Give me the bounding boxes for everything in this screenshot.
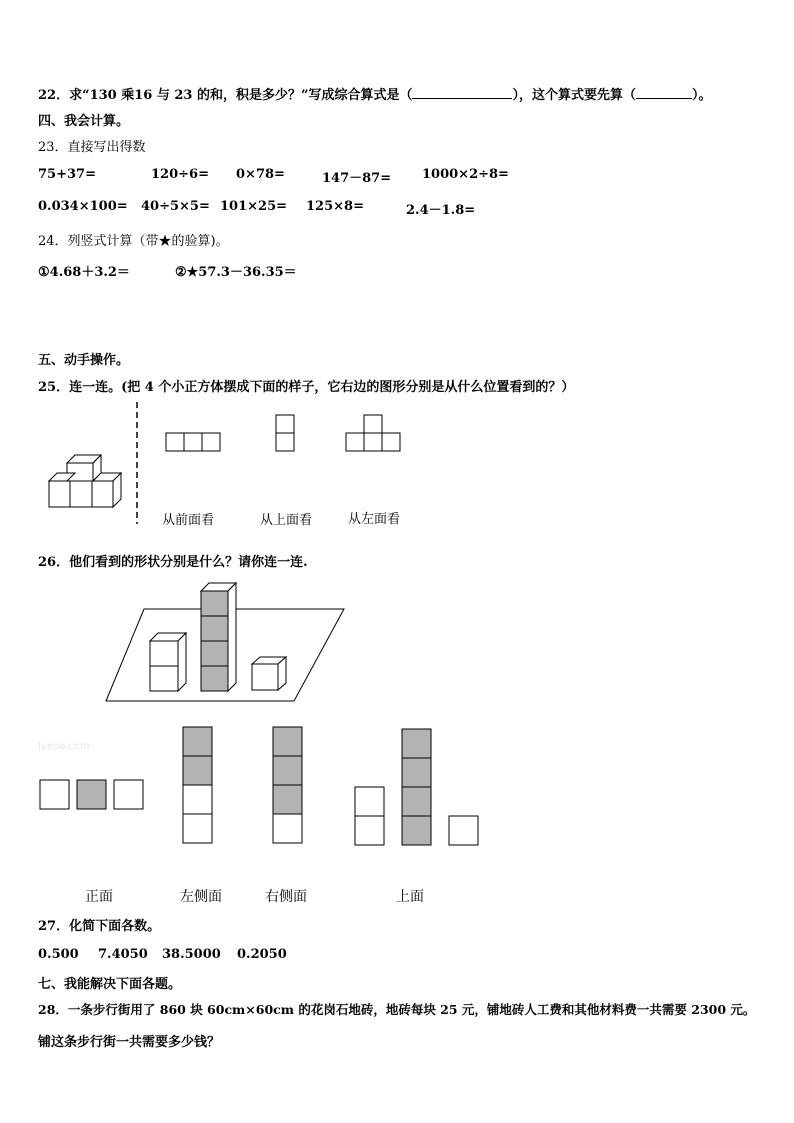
q25-view-front-shape (165, 432, 221, 452)
calc-item: 2.4－1.8= (406, 203, 476, 218)
question-22 (38, 84, 712, 103)
calc-item: 0×78= (236, 167, 285, 182)
decimal-value: 38.5000 (162, 947, 221, 962)
q24-item-1: ①4.68＋3.2＝ (38, 265, 130, 280)
answer-blank-2[interactable] (636, 86, 692, 99)
calc-item: 0.034×100= (38, 199, 128, 214)
dashed-divider (135, 402, 139, 524)
q26-label-left-side: 左侧面 (180, 889, 222, 905)
question-23-title: 23．直接写出得数 (38, 140, 146, 155)
q26-shape-front (39, 779, 145, 811)
q25-cube-stack-figure (45, 451, 135, 513)
section-7-heading: 七、我能解决下面各题。 (38, 977, 182, 992)
q26-shape-right-side (272, 726, 303, 844)
q22-text-c: ）。 (691, 88, 712, 103)
question-27-title: 27．化简下面各数。 (38, 919, 161, 934)
q26-label-top: 上面 (396, 889, 424, 905)
calc-item: 147－87= (322, 171, 392, 186)
q22-text-b: ），这个算式要先算（ (512, 88, 636, 103)
calc-item: 1000×2÷8= (422, 167, 509, 182)
q24-item-2: ②★57.3－36.35＝ (175, 265, 297, 280)
section-4-heading: 四、我会计算。 (38, 114, 130, 129)
watermark: Jyeoo.com (38, 741, 90, 752)
section-5-heading: 五、动手操作。 (38, 353, 130, 368)
q25-label-front: 从前面看 (162, 513, 215, 528)
q26-shape-left-side (182, 726, 213, 844)
decimal-value: 0.500 (38, 947, 79, 962)
q25-view-top-shape (275, 414, 295, 452)
calc-item: 125×8= (306, 199, 364, 214)
question-28-line-1: 28．一条步行街用了 860 块 60cm×60cm 的花岗石地砖，地砖每块 25 元，铺地砖人工费和其他材料费一共需要 2300 元。 (38, 1002, 756, 1017)
calc-item: 101×25= (220, 199, 288, 214)
q26-shape-top (354, 728, 480, 846)
q22-text-a: 22．求“130 乘16 与 23 的和，积是多少？”写成综合算式是（ (38, 88, 413, 103)
q25-label-top: 从上面看 (260, 513, 313, 528)
q25-label-left: 从左面看 (348, 512, 401, 527)
decimal-value: 0.2050 (237, 947, 287, 962)
answer-blank-1[interactable] (412, 86, 512, 99)
q26-scene-figure (104, 583, 354, 705)
q26-label-front: 正面 (85, 889, 113, 905)
question-25-title: 25．连一连。(把 4 个小正方体摆成下面的样子，它右边的图形分别是从什么位置看到的？） (38, 380, 575, 395)
calc-item: 120÷6= (151, 167, 209, 182)
question-26-title: 26．他们看到的形状分别是什么？请你连一连. (38, 555, 308, 570)
decimal-value: 7.4050 (98, 947, 148, 962)
calc-item: 75+37= (38, 167, 96, 182)
q25-view-left-shape (345, 414, 419, 452)
question-24-title: 24．列竖式计算（带★的验算)。 (38, 234, 229, 249)
calc-item: 40÷5×5= (141, 199, 210, 214)
q26-label-right-side: 右侧面 (265, 889, 307, 905)
question-28-line-2: 铺这条步行街一共需要多少钱？ (38, 1035, 221, 1050)
